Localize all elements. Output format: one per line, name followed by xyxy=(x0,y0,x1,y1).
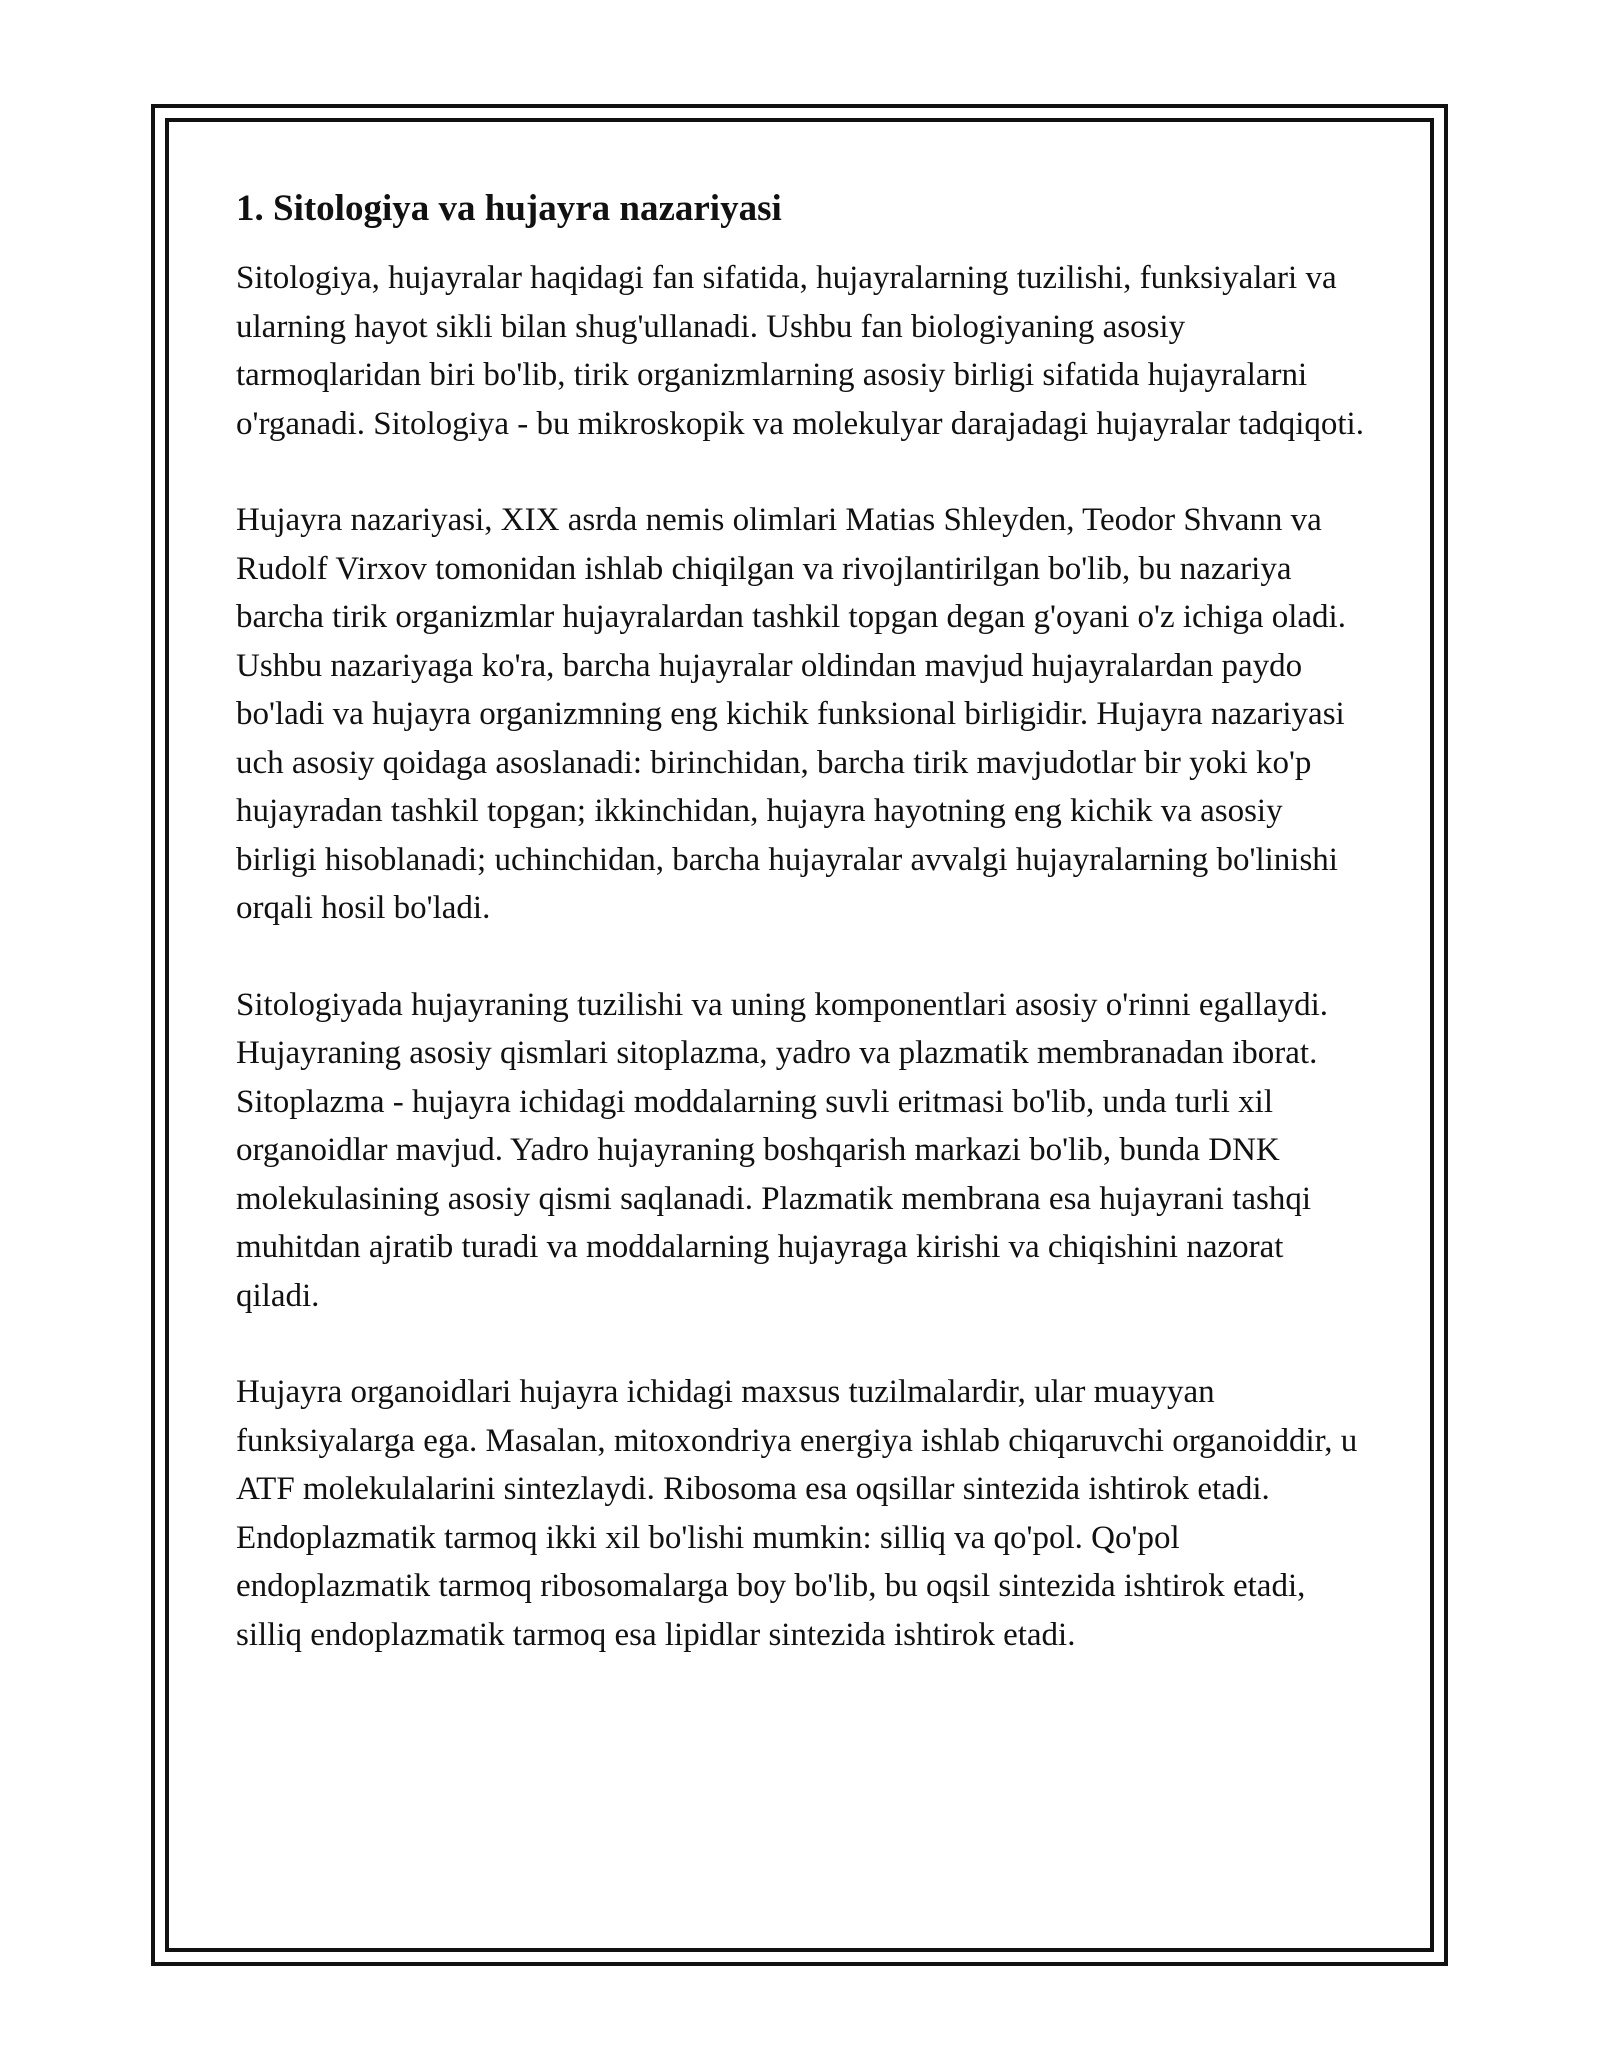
paragraph-organelles: Hujayra organoidlari hujayra ichidagi maxsus tuzilmalardir, ular muayyan funksiyalarga ega. Masalan, mitoxondriya energiya ishlab chiqaruvchi organoiddir, u ATF molekulalarini sintezlaydi. Ribosoma esa oqsillar sintezida ishtirok etadi. Endoplazmatik tarmoq ikki xil bo'lishi mumkin: silliq va qo'pol. Qo'pol endoplazmatik tarmoq ribosomalarga boy bo'lib, bu oqsil sintezida ishtirok etadi, silliq endoplazmatik tarmoq esa lipidlar sintezida ishtirok etadi. xyxy=(236,1374,1358,1653)
document-body xyxy=(236,186,1366,1707)
paragraph-cell-structure: Sitologiyada hujayraning tuzilishi va uning komponentlari asosiy o'rinni egallaydi. Hujayraning asosiy qismlari sitoplazma, yadro va plazmatik membranadan iborat. Sitoplazma - hujayra ichidagi moddalarning suvli eritmasi bo'lib, unda turli xil organoidlar mavjud. Yadro hujayraning boshqarish markazi bo'lib, bunda DNK molekulasining asosiy qismi saqlanadi. Plazmatik membrana esa hujayrani tashqi muhitdan ajratib turadi va moddalarning hujayraga kirishi va chiqishini nazorat qiladi. xyxy=(236,986,1329,1314)
paragraph-cytology-intro: Sitologiya, hujayralar haqidagi fan sifatida, hujayralarning tuzilishi, funksiyalari va ularning hayot sikli bilan shug'ullanadi. Ushbu fan biologiyaning asosiy tarmoqlaridan biri bo'lib, tirik organizmlarning asosiy birligi sifatida hujayralarni o'rganadi. Sitologiya - bu mikroskopik va molekulyar darajadagi hujayralar tadqiqoti. xyxy=(236,260,1364,442)
paragraph-cell-theory: Hujayra nazariyasi, XIX asrda nemis olimlari Matias Shleyden, Teodor Shvann va Rudolf Virxov tomonidan ishlab chiqilgan va rivojlantirilgan bo'lib, bu nazariya barcha tirik organizmlar hujayralardan tashkil topgan degan g'oyani o'z ichiga oladi. Ushbu nazariyaga ko'ra, barcha hujayralar oldindan mavjud hujayralardan paydo bo'ladi va hujayra organizmning eng kichik funksional birligidir. Hujayra nazariyasi uch asosiy qoidaga asoslanadi: birinchidan, barcha tirik mavjudotlar bir yoki ko'p hujayradan tashkil topgan; ikkinchidan, hujayra hayotning eng kichik va asosiy birligi hisoblanadi; uchinchidan, barcha hujayralar avvalgi hujayralarning bo'linishi orqali hosil bo'ladi. xyxy=(236,502,1346,926)
section-heading: 1. Sitologiya va hujayra nazariyasi xyxy=(236,188,782,229)
